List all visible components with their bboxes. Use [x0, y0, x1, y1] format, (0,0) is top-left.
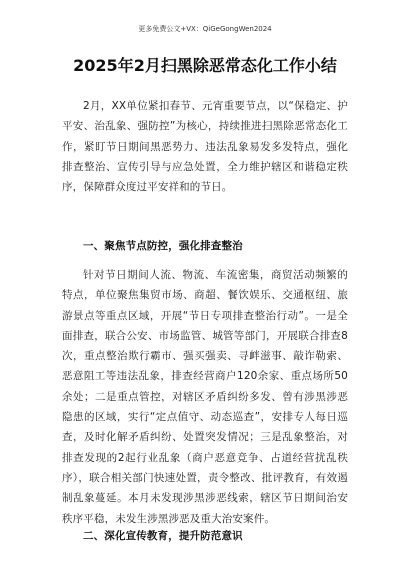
section-1-heading-block: [62, 236, 348, 256]
section-2-heading: 二、深化宣传教育，提升防范意识: [83, 530, 243, 542]
intro-paragraph: 2月，XX单位紧扣春节、元宵重要节点，以“保稳定、护平安、治乱象、强防控”为核心，持续推进扫黑除恶常态化工作，紧盯节日期间黑恶势力、违法乱象易发多发特点，强化排查整治、宣传引导与应急处置，全力维护辖区和谐稳定秩序，保障群众度过平安祥和的节日。: [62, 100, 348, 194]
section-1-body-block: [62, 265, 348, 529]
section-1-heading: 一、聚焦节点防控，强化排查整治: [83, 240, 243, 252]
section-2-heading-block: [62, 526, 348, 546]
intro-paragraph-block: [62, 96, 348, 197]
section-1-paragraph: 针对节日期间人流、物流、车流密集，商贸活动频繁的特点，单位聚焦集贸市场、商超、餐饮娱乐、交通枢纽、旅游景点等重点区域，开展“节日专项排查整治行动”。一是全面排查，联合公安、市场监管、城管等部门，开展联合排查8次，重点整治欺行霸市、强买强卖、寻衅滋事、敲诈勒索、恶意阻工等违法乱象，排查经营商户120余家、重点场所50余处；二是重点管控，对辖区矛盾纠纷多发、曾有涉黑涉恶隐患的区域，实行“定点值守、动态巡查”，安排专人每日巡查，及时化解矛盾纠纷、处置突发情况；三是乱象整治，对排查发现的2起行业乱象（商户恶意竞争、占道经营扰乱秩序），联合相关部门快速处置，责令整改、批评教育，有效遏制乱象蔓延。本月未发现涉黑涉恶线索，辖区节日期间治安秩序平稳，未发生涉黑涉恶及重大治安案件。: [62, 269, 348, 525]
document-title: 2025年2月扫黑除恶常态化工作小结: [73, 56, 337, 75]
header-note: 更多免费公文+VX：QiGeGongWen2024: [138, 25, 272, 33]
